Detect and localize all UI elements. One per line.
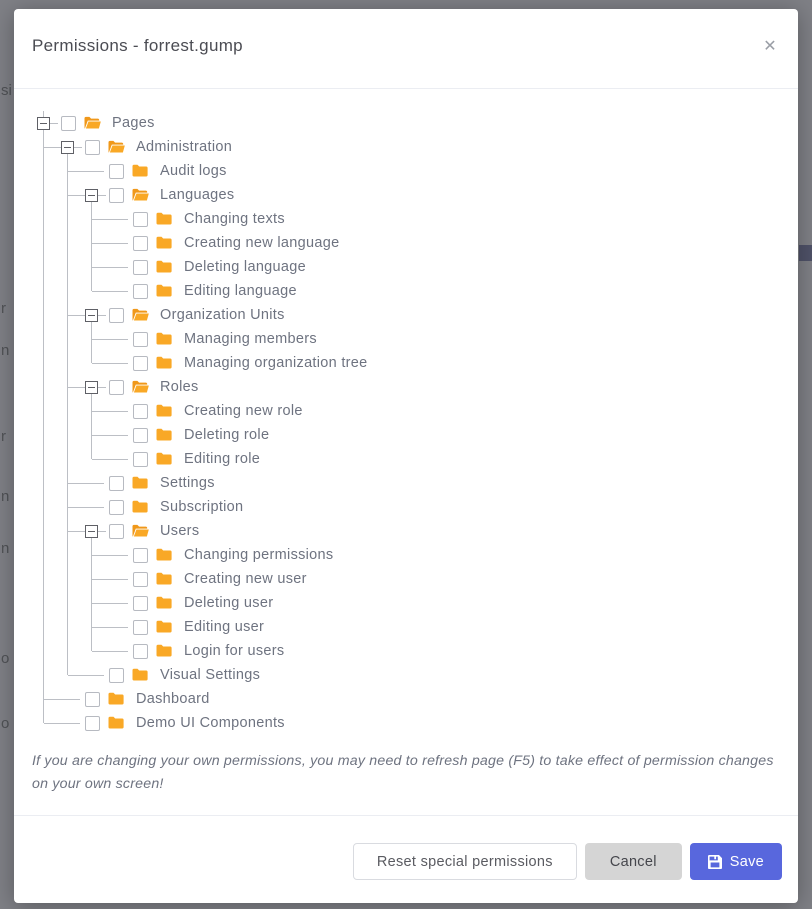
tree-node-label[interactable]: Settings xyxy=(160,475,215,491)
folder-open-icon xyxy=(132,308,150,322)
header-divider xyxy=(14,88,798,89)
background-page-fragment: n xyxy=(1,488,10,505)
folder-icon xyxy=(132,500,148,513)
folder-icon xyxy=(108,692,124,705)
tree-node-checkbox[interactable] xyxy=(85,140,100,155)
reset-special-permissions-button[interactable]: Reset special permissions xyxy=(353,843,577,880)
tree-node-row xyxy=(14,351,798,375)
tree-node-checkbox[interactable] xyxy=(133,284,148,299)
tree-node-label[interactable]: Administration xyxy=(136,139,233,155)
tree-node-label[interactable]: Managing organization tree xyxy=(184,355,368,371)
save-button[interactable] xyxy=(690,843,782,880)
tree-node-label[interactable]: Roles xyxy=(160,379,199,395)
folder-icon xyxy=(156,620,172,633)
tree-expander-collapse-icon[interactable] xyxy=(85,309,98,322)
tree-node-row xyxy=(14,279,798,303)
background-page-fragment: r xyxy=(1,300,6,317)
background-page-fragment: r xyxy=(1,428,6,445)
footer-divider xyxy=(14,815,798,816)
folder-icon xyxy=(156,596,172,609)
tree-node-label[interactable]: Deleting language xyxy=(184,259,306,275)
permission-tree xyxy=(14,111,798,735)
tree-node-label[interactable]: Changing texts xyxy=(184,211,285,227)
tree-expander-collapse-icon[interactable] xyxy=(85,525,98,538)
folder-open-icon xyxy=(132,524,150,538)
folder-icon xyxy=(156,260,172,273)
tree-node-row xyxy=(14,615,798,639)
tree-node-label[interactable]: Editing language xyxy=(184,283,297,299)
background-page-fragment: si xyxy=(1,82,12,99)
tree-node-label[interactable]: Visual Settings xyxy=(160,667,261,683)
tree-node-row xyxy=(14,183,798,207)
folder-open-icon xyxy=(132,188,150,202)
tree-node-checkbox[interactable] xyxy=(109,524,124,539)
tree-node-checkbox[interactable] xyxy=(109,500,124,515)
tree-node-row xyxy=(14,567,798,591)
folder-icon xyxy=(156,284,172,297)
folder-icon xyxy=(156,404,172,417)
tree-node-row xyxy=(14,471,798,495)
tree-node-label[interactable]: Audit logs xyxy=(160,163,227,179)
tree-node-label[interactable]: Languages xyxy=(160,187,235,203)
tree-node-checkbox[interactable] xyxy=(133,356,148,371)
tree-node-label[interactable]: Changing permissions xyxy=(184,547,334,563)
tree-node-row xyxy=(14,375,798,399)
tree-node-checkbox[interactable] xyxy=(133,620,148,635)
tree-node-label[interactable]: Users xyxy=(160,523,200,539)
dialog-footer-buttons xyxy=(353,843,782,880)
close-icon[interactable]: ✕ xyxy=(763,38,777,55)
tree-node-row xyxy=(14,519,798,543)
tree-node-label[interactable]: Creating new user xyxy=(184,571,307,587)
tree-node-checkbox[interactable] xyxy=(133,404,148,419)
tree-node-row xyxy=(14,591,798,615)
tree-node-row xyxy=(14,327,798,351)
background-page-fragment: o xyxy=(1,715,10,732)
tree-node-row xyxy=(14,543,798,567)
tree-node-label[interactable]: Deleting role xyxy=(184,427,270,443)
tree-node-row xyxy=(14,111,798,135)
tree-node-checkbox[interactable] xyxy=(133,212,148,227)
tree-node-label[interactable]: Organization Units xyxy=(160,307,285,323)
tree-node-checkbox[interactable] xyxy=(85,716,100,731)
tree-node-checkbox[interactable] xyxy=(109,476,124,491)
tree-expander-collapse-icon[interactable] xyxy=(61,141,74,154)
folder-icon xyxy=(108,716,124,729)
tree-node-checkbox[interactable] xyxy=(85,692,100,707)
dialog-title: Permissions - forrest.gump xyxy=(32,36,243,55)
tree-node-checkbox[interactable] xyxy=(133,428,148,443)
tree-node-checkbox[interactable] xyxy=(133,260,148,275)
tree-node-checkbox[interactable] xyxy=(133,548,148,563)
tree-node-row xyxy=(14,255,798,279)
folder-icon xyxy=(156,332,172,345)
tree-expander-collapse-icon[interactable] xyxy=(37,117,50,130)
tree-node-label[interactable]: Editing role xyxy=(184,451,261,467)
tree-node-label[interactable]: Demo UI Components xyxy=(136,715,285,731)
tree-node-label[interactable]: Dashboard xyxy=(136,691,210,707)
folder-icon xyxy=(132,164,148,177)
background-page-fragment: n xyxy=(1,540,10,557)
tree-node-checkbox[interactable] xyxy=(133,572,148,587)
tree-node-row xyxy=(14,663,798,687)
tree-node-row xyxy=(14,639,798,663)
tree-node-label[interactable]: Pages xyxy=(112,115,155,131)
tree-node-label[interactable]: Login for users xyxy=(184,643,285,659)
folder-icon xyxy=(156,428,172,441)
folder-icon xyxy=(156,356,172,369)
tree-node-checkbox[interactable] xyxy=(109,380,124,395)
folder-icon xyxy=(132,668,148,681)
tree-node-checkbox[interactable] xyxy=(133,236,148,251)
tree-node-checkbox[interactable] xyxy=(109,164,124,179)
tree-node-checkbox[interactable] xyxy=(109,668,124,683)
tree-node-row xyxy=(14,135,798,159)
tree-expander-collapse-icon[interactable] xyxy=(85,381,98,394)
folder-icon xyxy=(156,236,172,249)
tree-node-checkbox[interactable] xyxy=(109,308,124,323)
tree-node-row xyxy=(14,159,798,183)
folder-open-icon xyxy=(108,140,126,154)
save-button-label: Save xyxy=(729,853,764,870)
tree-node-row xyxy=(14,399,798,423)
floppy-disk-icon xyxy=(708,855,722,869)
tree-node-label[interactable]: Editing user xyxy=(184,619,265,635)
folder-icon xyxy=(156,212,172,225)
tree-node-label[interactable]: Subscription xyxy=(160,499,244,515)
permissions-note: If you are changing your own permissions, you may need to refresh page (F5) to take effect of permission changes on your own screen! xyxy=(32,753,774,792)
tree-node-row xyxy=(14,711,798,735)
tree-node-label[interactable]: Deleting user xyxy=(184,595,274,611)
tree-node-label[interactable]: Creating new role xyxy=(184,403,303,419)
tree-node-label[interactable]: Creating new language xyxy=(184,235,340,251)
folder-icon xyxy=(156,548,172,561)
tree-node-checkbox[interactable] xyxy=(61,116,76,131)
tree-node-row xyxy=(14,207,798,231)
background-page-fragment: n xyxy=(1,342,10,359)
tree-node-checkbox[interactable] xyxy=(133,332,148,347)
folder-icon xyxy=(156,572,172,585)
background-page-artifact xyxy=(799,245,812,261)
tree-node-checkbox[interactable] xyxy=(109,188,124,203)
background-page-fragment: o xyxy=(1,650,10,667)
tree-node-row xyxy=(14,423,798,447)
permissions-dialog xyxy=(14,9,798,903)
tree-node-row xyxy=(14,303,798,327)
tree-node-checkbox[interactable] xyxy=(133,452,148,467)
tree-node-row xyxy=(14,447,798,471)
folder-open-icon xyxy=(132,380,150,394)
folder-open-icon xyxy=(84,116,102,130)
tree-node-row xyxy=(14,687,798,711)
folder-icon xyxy=(156,644,172,657)
tree-expander-collapse-icon[interactable] xyxy=(85,189,98,202)
tree-node-checkbox[interactable] xyxy=(133,644,148,659)
folder-icon xyxy=(156,452,172,465)
tree-node-row xyxy=(14,495,798,519)
folder-icon xyxy=(132,476,148,489)
tree-node-label[interactable]: Managing members xyxy=(184,331,317,347)
cancel-button[interactable]: Cancel xyxy=(585,843,682,880)
tree-node-checkbox[interactable] xyxy=(133,596,148,611)
tree-node-row xyxy=(14,231,798,255)
